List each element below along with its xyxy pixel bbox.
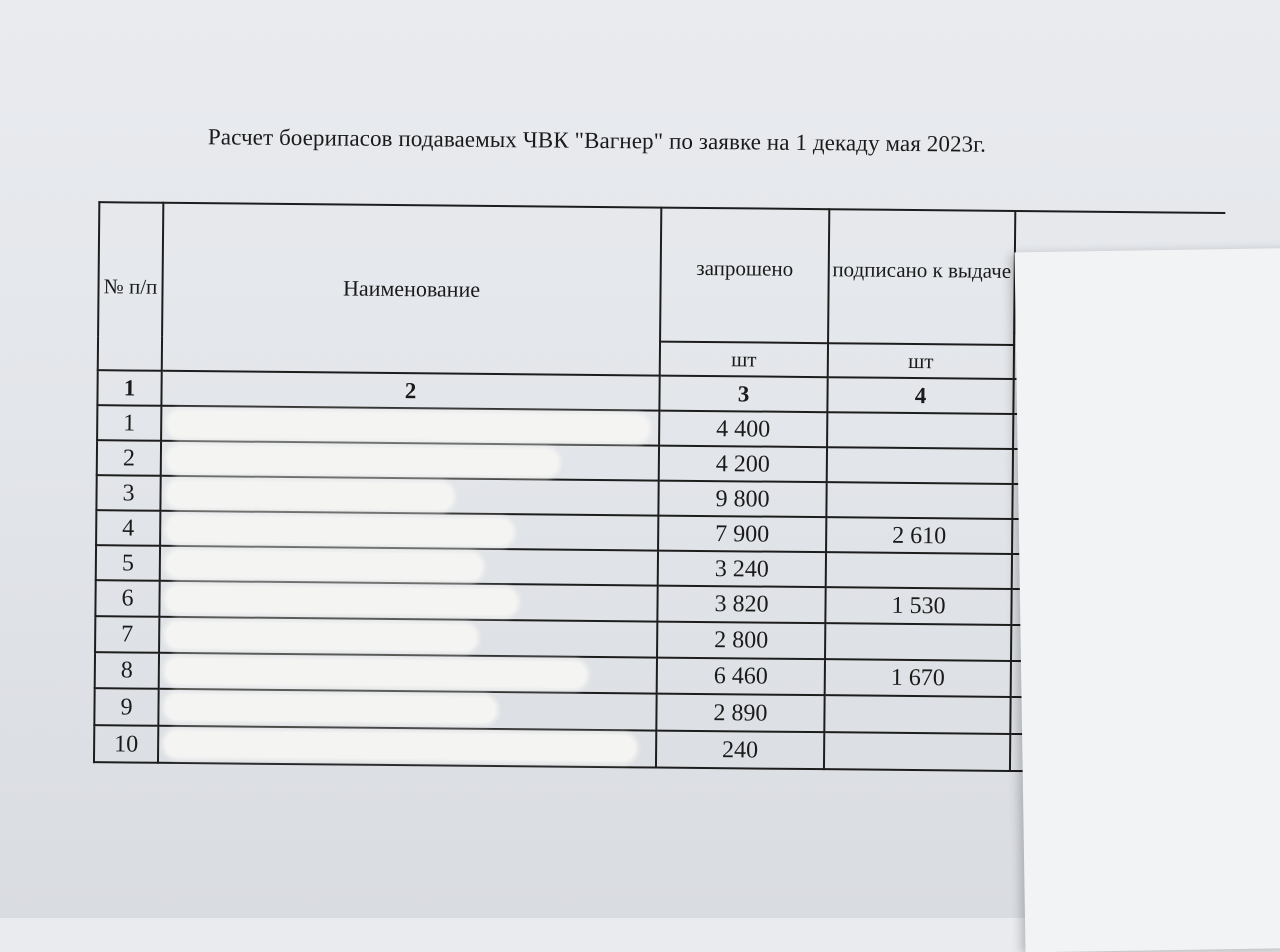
unit-requested: шт bbox=[660, 342, 828, 378]
row-requested: 4 200 bbox=[659, 446, 827, 483]
unit-signed: шт bbox=[828, 343, 1014, 379]
row-name-redacted bbox=[161, 441, 659, 481]
row-signed bbox=[825, 623, 1011, 661]
row-requested: 7 900 bbox=[658, 516, 826, 553]
row-num: 1 bbox=[97, 405, 161, 441]
header-requested: запрошено bbox=[660, 208, 829, 344]
redaction-mark bbox=[166, 622, 476, 651]
redaction-mark bbox=[168, 411, 648, 442]
header-num: № п/п bbox=[98, 202, 164, 371]
header-name: Наименование bbox=[162, 203, 662, 376]
column-number: 1 bbox=[97, 370, 161, 406]
overlapping-paper-sheet bbox=[1015, 248, 1280, 952]
redaction-mark bbox=[165, 731, 635, 762]
column-number: 4 bbox=[827, 377, 1013, 414]
redaction-mark bbox=[165, 694, 495, 723]
row-name-redacted bbox=[160, 546, 658, 586]
row-num: 9 bbox=[94, 688, 158, 726]
row-name-redacted bbox=[158, 726, 656, 768]
row-num: 6 bbox=[95, 580, 159, 617]
redaction-mark bbox=[168, 446, 558, 476]
row-signed: 1 670 bbox=[825, 659, 1011, 697]
document-title: Расчет боерипасов подаваемых ЧВК "Вагнер" по заявке на 1 декаду мая 2023г. bbox=[207, 124, 987, 157]
row-signed bbox=[824, 732, 1010, 771]
row-name-redacted bbox=[160, 511, 658, 551]
row-requested: 2 800 bbox=[657, 622, 825, 660]
redaction-mark bbox=[166, 586, 516, 615]
row-num: 5 bbox=[96, 545, 160, 581]
row-signed bbox=[826, 482, 1012, 519]
row-name-redacted bbox=[159, 581, 657, 622]
row-requested: 9 800 bbox=[658, 481, 826, 518]
redaction-mark bbox=[166, 658, 586, 688]
row-num: 10 bbox=[94, 725, 158, 763]
row-num: 4 bbox=[96, 510, 160, 546]
redaction-mark bbox=[167, 516, 512, 545]
redaction-mark bbox=[167, 481, 452, 510]
row-name-redacted bbox=[159, 653, 657, 694]
row-signed bbox=[827, 447, 1013, 484]
row-requested: 6 460 bbox=[657, 658, 825, 696]
row-requested: 3 240 bbox=[658, 551, 826, 588]
row-requested: 4 400 bbox=[659, 411, 827, 448]
row-name-redacted bbox=[160, 476, 658, 516]
header-signed: подписано к выдаче bbox=[828, 209, 1015, 345]
row-requested: 2 890 bbox=[656, 694, 824, 733]
row-requested: 3 820 bbox=[657, 586, 825, 624]
row-name-redacted bbox=[161, 406, 659, 446]
row-num: 3 bbox=[96, 475, 160, 511]
row-num: 2 bbox=[97, 440, 161, 476]
row-name-redacted bbox=[158, 689, 656, 731]
row-requested: 240 bbox=[656, 731, 824, 770]
row-signed: 2 610 bbox=[826, 517, 1012, 554]
row-signed bbox=[826, 552, 1012, 589]
row-num: 8 bbox=[95, 652, 159, 689]
row-signed: 1 530 bbox=[825, 587, 1011, 625]
column-number: 3 bbox=[659, 376, 827, 413]
row-name-redacted bbox=[159, 617, 657, 658]
row-signed bbox=[824, 695, 1010, 734]
column-number: 2 bbox=[161, 371, 659, 411]
row-signed bbox=[827, 412, 1013, 449]
row-num: 7 bbox=[95, 616, 159, 653]
redaction-mark bbox=[167, 551, 482, 580]
